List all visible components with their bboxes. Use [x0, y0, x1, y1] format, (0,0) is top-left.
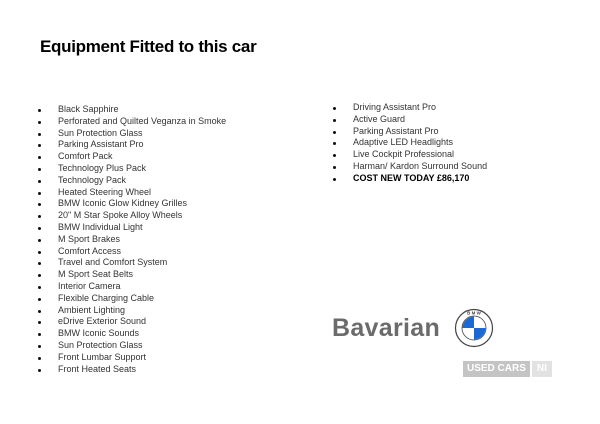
- equipment-item: Parking Assistant Pro: [38, 139, 226, 151]
- equipment-item: Driving Assistant Pro: [333, 102, 487, 114]
- bmw-roundel-icon: [454, 308, 494, 348]
- page-title: Equipment Fitted to this car: [40, 37, 257, 56]
- equipment-list-left: [38, 104, 226, 375]
- cost-new-today: COST NEW TODAY £86,170: [333, 173, 487, 185]
- svg-text:B M W: B M W: [467, 310, 481, 316]
- equipment-item: Technology Plus Pack: [38, 163, 226, 175]
- dealer-logo: [332, 308, 494, 348]
- equipment-item: Live Cockpit Professional: [333, 149, 487, 161]
- equipment-item: Travel and Comfort System: [38, 257, 226, 269]
- equipment-item: Heated Steering Wheel: [38, 187, 226, 199]
- equipment-item: 20" M Star Spoke Alloy Wheels: [38, 210, 226, 222]
- equipment-item: Sun Protection Glass: [38, 340, 226, 352]
- equipment-item: Parking Assistant Pro: [333, 126, 487, 138]
- brand-name: Bavarian: [332, 313, 441, 342]
- equipment-item: Flexible Charging Cable: [38, 293, 226, 305]
- region-label: NI: [532, 361, 552, 377]
- equipment-item: M Sport Seat Belts: [38, 269, 226, 281]
- used-cars-label: USED CARS: [463, 361, 530, 377]
- equipment-item: M Sport Brakes: [38, 234, 226, 246]
- equipment-item: Perforated and Quilted Veganza in Smoke: [38, 116, 226, 128]
- equipment-item: Front Heated Seats: [38, 364, 226, 376]
- equipment-item: Harman/ Kardon Surround Sound: [333, 161, 487, 173]
- equipment-item: Interior Camera: [38, 281, 226, 293]
- equipment-item: Technology Pack: [38, 175, 226, 187]
- equipment-item: eDrive Exterior Sound: [38, 316, 226, 328]
- equipment-item: Black Sapphire: [38, 104, 226, 116]
- equipment-item: Adaptive LED Headlights: [333, 137, 487, 149]
- equipment-item: Ambient Lighting: [38, 305, 226, 317]
- equipment-item: Active Guard: [333, 114, 487, 126]
- equipment-item: Sun Protection Glass: [38, 128, 226, 140]
- equipment-item: BMW Iconic Glow Kidney Grilles: [38, 198, 226, 210]
- equipment-item: Front Lumbar Support: [38, 352, 226, 364]
- equipment-item: BMW Individual Light: [38, 222, 226, 234]
- equipment-item: Comfort Access: [38, 246, 226, 258]
- used-cars-badge: [463, 361, 552, 377]
- equipment-item: Comfort Pack: [38, 151, 226, 163]
- equipment-item: BMW Iconic Sounds: [38, 328, 226, 340]
- equipment-list-right: [333, 102, 487, 185]
